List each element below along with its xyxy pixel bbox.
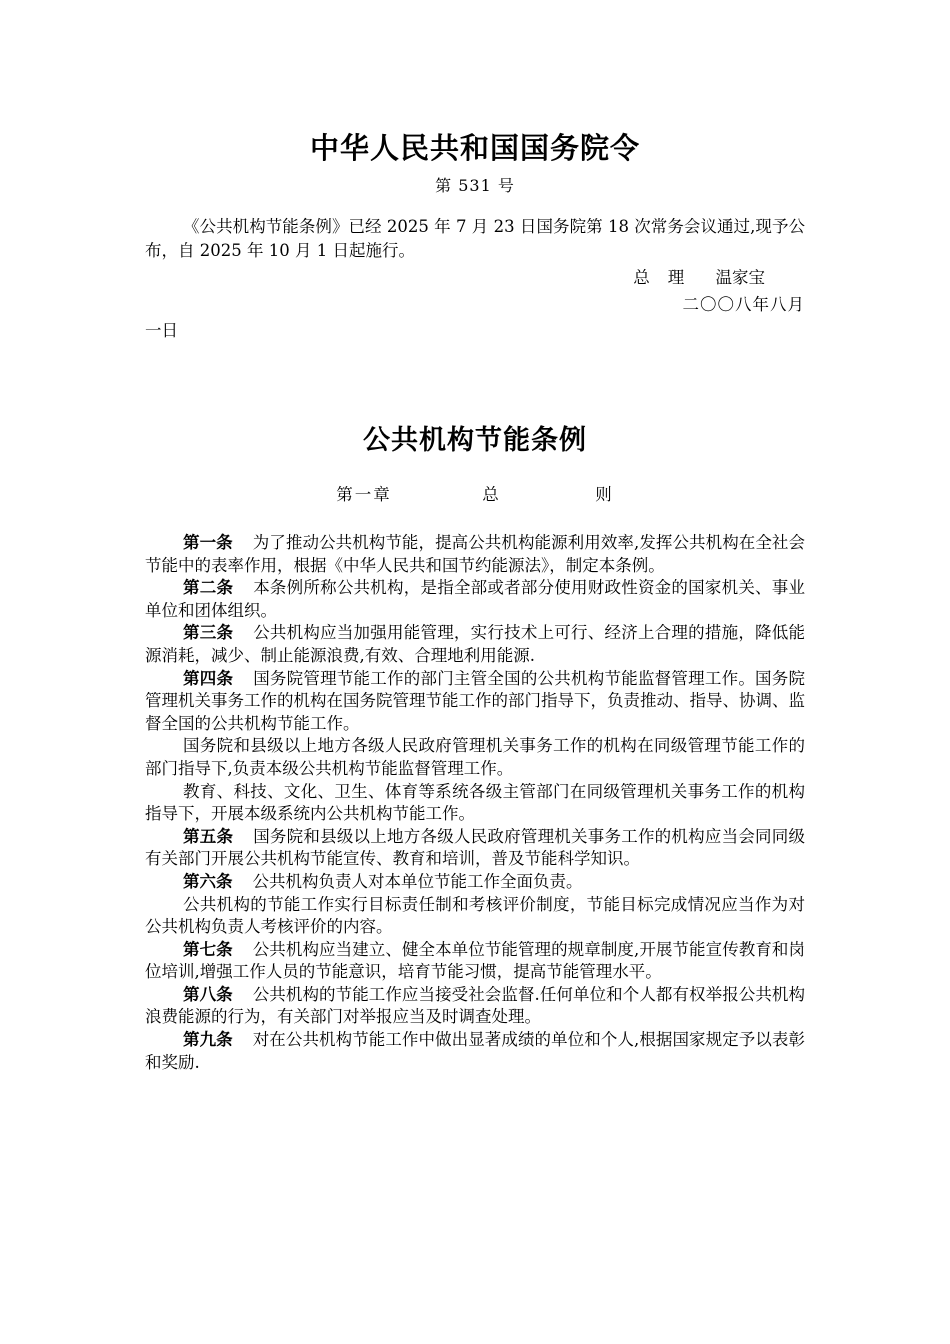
article-list (145, 532, 805, 1074)
chapter-name-first: 总 (482, 485, 501, 504)
article-text: 国务院和县级以上地方各级人民政府管理机关事务工作的机构在同级管理节能工作的部门指导下,负责本级公共机构节能监督管理工作。 (145, 736, 805, 778)
article-paragraph (145, 1029, 805, 1074)
signing-date-part2: 一日 (145, 321, 178, 340)
article-number: 第二条 (183, 578, 234, 598)
article-paragraph (145, 622, 805, 667)
article-text: 国务院管理节能工作的部门主管全国的公共机构节能监督管理工作。国务院管理机关事务工作的机构在国务院管理节能工作的部门指导下，负责推动、指导、协调、监督全国的公共机构节能工作。 (145, 668, 806, 733)
article-paragraph (145, 984, 805, 1029)
article-number: 第三条 (183, 623, 234, 643)
article-paragraph (145, 532, 805, 577)
article-text: 公共机构的节能工作实行目标责任制和考核评价制度，节能目标完成情况应当作为对公共机构负责人考核评价的内容。 (145, 894, 805, 937)
article-text: 教育、科技、文化、卫生、体育等系统各级主管部门在同级管理机关事务工作的机构指导下，开展本级系统内公共机构节能工作。 (145, 781, 805, 824)
article-paragraph (145, 668, 805, 736)
article-number: 第八条 (183, 984, 233, 1004)
document-body (145, 128, 805, 1074)
article-text: 本条例所称公共机构，是指全部或者部分使用财政性资金的国家机关、事业单位和团体组织。 (145, 578, 806, 620)
chapter-name-second: 则 (595, 485, 614, 504)
article-number: 第七条 (183, 939, 233, 959)
article-text: 公共机构应当加强用能管理，实行技术上可行、经济上合理的措施，降低能源消耗，减少、制止能源浪费,有效、合理地利用能源. (145, 623, 806, 665)
article-paragraph (145, 577, 805, 622)
article-paragraph (145, 735, 805, 780)
signer-role: 总理 (633, 268, 703, 287)
chapter-label: 第一章 (336, 485, 392, 504)
signing-date-part1: 二〇〇八年八月 (682, 295, 805, 314)
article-text: 公共机构应当建立、健全本单位节能管理的规章制度,开展节能宣传教育和岗位培训,增强工作人员的节能意识，培育节能习惯，提高节能管理水平。 (145, 939, 806, 982)
article-number: 第一条 (183, 533, 233, 552)
article-text: 为了推动公共机构节能，提高公共机构能源利用效率,发挥公共机构在全社会节能中的表率作用，根据《中华人民共和国节约能源法》，制定本条例。 (145, 533, 806, 575)
signer-name: 温家宝 (715, 268, 765, 287)
signer-line (145, 266, 805, 290)
order-number: 第 531 号 (435, 176, 515, 195)
article-number: 第九条 (183, 1030, 233, 1050)
article-paragraph (145, 826, 805, 871)
article-number: 第五条 (183, 826, 234, 846)
announcement-text: 《公共机构节能条例》已经 2025 年 7 月 23 日国务院第 18 次常务会议通过,现予公布，自 2025 年 10 月 1 日起施行。 (145, 217, 805, 260)
article-paragraph (145, 939, 805, 984)
order-title: 中华人民共和国国务院令 (309, 131, 640, 165)
article-paragraph (145, 894, 805, 939)
article-text: 对在公共机构节能工作中做出显著成绩的单位和个人,根据国家规定予以表彰和奖励. (145, 1030, 806, 1072)
article-paragraph (145, 781, 805, 826)
chapter-heading (145, 483, 805, 507)
article-paragraph (145, 871, 805, 894)
article-text: 公共机构的节能工作应当接受社会监督.任何单位和个人都有权举报公共机构浪费能源的行为，有关部门对举报应当及时调查处理。 (145, 984, 806, 1027)
signing-date (145, 293, 805, 343)
article-text: 国务院和县级以上地方各级人民政府管理机关事务工作的机构应当会同同级有关部门开展公共机构节能宣传、教育和培训，普及节能科学知识。 (145, 826, 806, 869)
article-number: 第四条 (183, 668, 234, 688)
article-text: 公共机构负责人对本单位节能工作全面负责。 (252, 871, 583, 891)
article-number: 第六条 (183, 871, 233, 891)
regulation-title: 公共机构节能条例 (363, 425, 587, 456)
